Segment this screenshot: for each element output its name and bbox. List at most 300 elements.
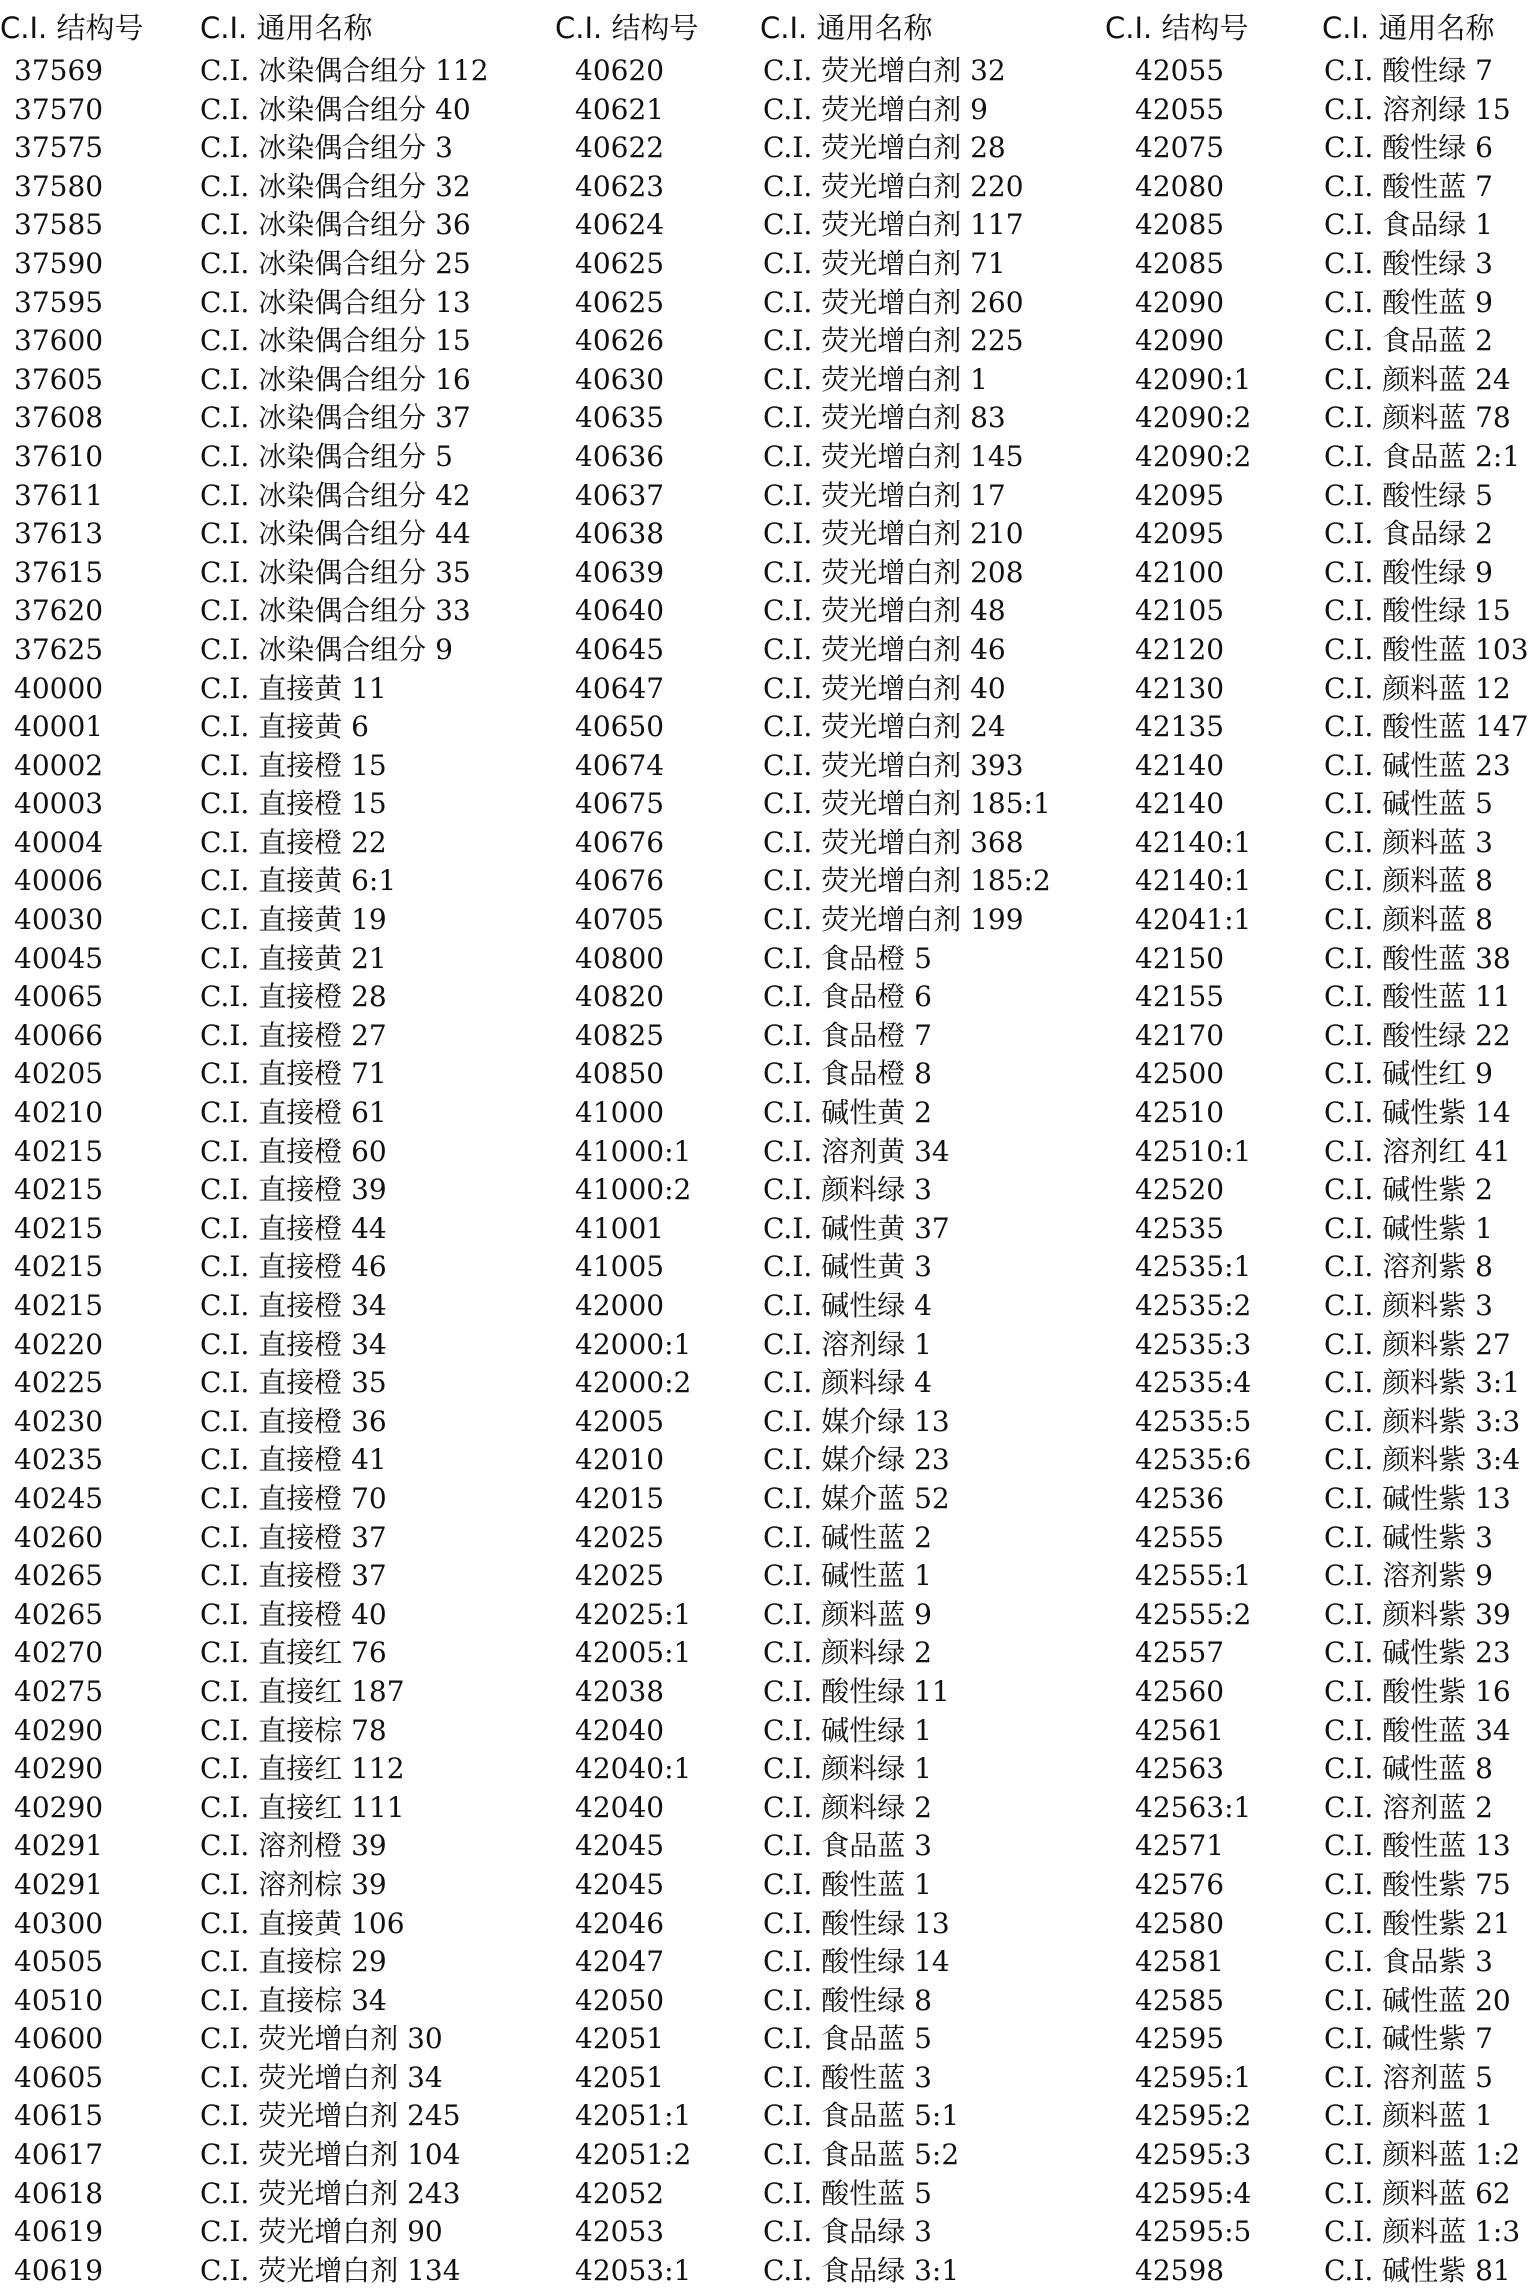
structure-number: 40505 — [14, 1945, 104, 1979]
table-row — [1103, 1866, 1529, 1905]
structure-number: 40000 — [14, 671, 104, 705]
generic-name: C.I. 食品蓝 5 — [763, 2022, 932, 2056]
structure-number: 40510 — [14, 1983, 104, 2017]
structure-number: 42581 — [1135, 1945, 1225, 1979]
structure-number: 37611 — [14, 478, 104, 512]
table-row — [0, 2136, 540, 2175]
structure-number: 40006 — [14, 864, 104, 898]
table-row — [1103, 2059, 1529, 2098]
structure-number: 42140:1 — [1135, 864, 1252, 898]
table-row — [1103, 477, 1529, 516]
generic-name: C.I. 碱性红 9 — [1324, 1057, 1493, 1091]
table-row — [0, 1441, 540, 1480]
table-row — [0, 631, 540, 670]
generic-name: C.I. 碱性绿 1 — [763, 1713, 932, 1747]
generic-name: C.I. 酸性绿 14 — [763, 1945, 950, 1979]
generic-name: C.I. 荧光增白剂 393 — [763, 748, 1024, 782]
generic-name: C.I. 荧光增白剂 48 — [763, 594, 1006, 628]
structure-number: 42080 — [1135, 169, 1225, 203]
generic-name: C.I. 食品蓝 3 — [763, 1829, 932, 1863]
structure-number: 42170 — [1135, 1018, 1225, 1052]
generic-name: C.I. 荧光增白剂 368 — [763, 825, 1024, 859]
structure-number: 42510 — [1135, 1096, 1225, 1130]
generic-name: C.I. 荧光增白剂 90 — [200, 2215, 443, 2249]
structure-number: 40215 — [14, 1173, 104, 1207]
generic-name: C.I. 冰染偶合组分 36 — [200, 208, 471, 242]
table-row — [1103, 1673, 1529, 1712]
table-row — [553, 245, 1110, 284]
structure-number: 40004 — [14, 825, 104, 859]
structure-number: 42105 — [1135, 594, 1225, 628]
table-row — [1103, 901, 1529, 940]
table-row — [553, 1094, 1110, 1133]
table-row — [1103, 631, 1529, 670]
generic-name: C.I. 荧光增白剂 117 — [763, 208, 1024, 242]
generic-name: C.I. 直接橙 70 — [200, 1481, 387, 1515]
generic-name: C.I. 碱性黄 37 — [763, 1211, 950, 1245]
table-row — [0, 1557, 540, 1596]
generic-name: C.I. 直接棕 78 — [200, 1713, 387, 1747]
structure-number: 42015 — [575, 1481, 665, 1515]
table-column-1 — [0, 0, 540, 2287]
structure-number: 42090:2 — [1135, 401, 1252, 435]
structure-number: 40600 — [14, 2022, 104, 2056]
generic-name: C.I. 酸性蓝 103 — [1324, 632, 1529, 666]
table-row — [553, 1248, 1110, 1287]
structure-number: 42051 — [575, 2060, 665, 2094]
table-row — [0, 1827, 540, 1866]
table-row — [1103, 515, 1529, 554]
table-row — [553, 1673, 1110, 1712]
table-row — [1103, 91, 1529, 130]
structure-number: 40800 — [575, 941, 665, 975]
table-row — [0, 1364, 540, 1403]
structure-number: 40638 — [575, 517, 665, 551]
generic-name: C.I. 酸性绿 8 — [763, 1983, 932, 2017]
table-row — [0, 1943, 540, 1982]
generic-name: C.I. 食品橙 7 — [763, 1018, 932, 1052]
structure-number: 42045 — [575, 1829, 665, 1863]
generic-name: C.I. 碱性蓝 1 — [763, 1559, 932, 1593]
table-row — [1103, 284, 1529, 323]
generic-name: C.I. 荧光增白剂 24 — [763, 710, 1006, 744]
generic-name: C.I. 冰染偶合组分 33 — [200, 594, 471, 628]
table-row — [0, 206, 540, 245]
generic-name: C.I. 冰染偶合组分 15 — [200, 324, 471, 358]
structure-number: 40617 — [14, 2138, 104, 2172]
generic-name: C.I. 食品橙 5 — [763, 941, 932, 975]
generic-name: C.I. 颜料绿 3 — [763, 1173, 932, 1207]
generic-name: C.I. 酸性绿 6 — [1324, 131, 1493, 165]
table-row — [1103, 1712, 1529, 1751]
generic-name: C.I. 酸性紫 21 — [1324, 1906, 1511, 1940]
table-row — [553, 322, 1110, 361]
table-row — [553, 940, 1110, 979]
table-row — [1103, 438, 1529, 477]
table-row — [553, 206, 1110, 245]
structure-number: 42095 — [1135, 478, 1225, 512]
table-row — [553, 2136, 1110, 2175]
generic-name: C.I. 酸性绿 5 — [1324, 478, 1493, 512]
column-header — [0, 6, 540, 50]
generic-name: C.I. 酸性绿 22 — [1324, 1018, 1511, 1052]
structure-number: 37585 — [14, 208, 104, 242]
generic-name: C.I. 颜料绿 1 — [763, 1752, 932, 1786]
generic-name: C.I. 直接棕 29 — [200, 1945, 387, 1979]
structure-number: 40675 — [575, 787, 665, 821]
structure-number: 40635 — [575, 401, 665, 435]
structure-number: 42595:3 — [1135, 2138, 1252, 2172]
structure-number: 40619 — [14, 2253, 104, 2287]
structure-number: 40235 — [14, 1443, 104, 1477]
structure-number: 42000:1 — [575, 1327, 692, 1361]
generic-name: C.I. 荧光增白剂 243 — [200, 2176, 461, 2210]
generic-name: C.I. 直接橙 71 — [200, 1057, 387, 1091]
table-row — [0, 1171, 540, 1210]
header-structure-number: C.I. 结构号 — [1105, 11, 1249, 45]
structure-number: 42150 — [1135, 941, 1225, 975]
table-row — [1103, 1519, 1529, 1558]
structure-number: 42571 — [1135, 1829, 1225, 1863]
generic-name: C.I. 碱性紫 14 — [1324, 1096, 1511, 1130]
generic-name: C.I. 酸性紫 75 — [1324, 1867, 1511, 1901]
structure-number: 42585 — [1135, 1983, 1225, 2017]
structure-number: 40065 — [14, 980, 104, 1014]
structure-number: 37580 — [14, 169, 104, 203]
generic-name: C.I. 溶剂橙 39 — [200, 1829, 387, 1863]
structure-number: 42051:2 — [575, 2138, 692, 2172]
generic-name: C.I. 直接橙 27 — [200, 1018, 387, 1052]
generic-name: C.I. 食品橙 6 — [763, 980, 932, 1014]
structure-number: 40260 — [14, 1520, 104, 1554]
structure-number: 40650 — [575, 710, 665, 744]
table-row — [1103, 1248, 1529, 1287]
structure-number: 40215 — [14, 1211, 104, 1245]
table-row — [1103, 2020, 1529, 2059]
table-rows — [1103, 52, 1529, 2290]
table-row — [1103, 862, 1529, 901]
generic-name: C.I. 直接红 111 — [200, 1790, 405, 1824]
table-row — [1103, 2136, 1529, 2175]
table-row — [0, 2252, 540, 2290]
generic-name: C.I. 直接橙 22 — [200, 825, 387, 859]
table-row — [553, 862, 1110, 901]
table-row — [0, 2097, 540, 2136]
structure-number: 42135 — [1135, 710, 1225, 744]
structure-number: 42155 — [1135, 980, 1225, 1014]
generic-name: C.I. 直接橙 37 — [200, 1559, 387, 1593]
structure-number: 42535:2 — [1135, 1289, 1252, 1322]
generic-name: C.I. 食品绿 1 — [1324, 208, 1493, 242]
structure-number: 40637 — [575, 478, 665, 512]
structure-number: 42535:5 — [1135, 1404, 1252, 1438]
structure-number: 42510:1 — [1135, 1134, 1252, 1168]
structure-number: 42090:1 — [1135, 362, 1252, 396]
table-row — [553, 2097, 1110, 2136]
table-row — [1103, 1326, 1529, 1365]
generic-name: C.I. 直接橙 39 — [200, 1173, 387, 1207]
table-row — [553, 1171, 1110, 1210]
generic-name: C.I. 食品绿 3:1 — [763, 2253, 960, 2287]
structure-number: 40820 — [575, 980, 665, 1014]
table-row — [0, 554, 540, 593]
table-row — [0, 592, 540, 631]
table-row — [553, 1789, 1110, 1828]
table-row — [1103, 1017, 1529, 1056]
table-row — [1103, 1557, 1529, 1596]
table-row — [1103, 1441, 1529, 1480]
generic-name: C.I. 直接黄 19 — [200, 903, 387, 937]
table-row — [553, 399, 1110, 438]
structure-number: 40215 — [14, 1134, 104, 1168]
generic-name: C.I. 颜料绿 2 — [763, 1636, 932, 1670]
structure-number: 42085 — [1135, 208, 1225, 242]
table-row — [1103, 1943, 1529, 1982]
structure-number: 40640 — [575, 594, 665, 628]
structure-number: 42050 — [575, 1983, 665, 2017]
generic-name: C.I. 酸性蓝 7 — [1324, 169, 1493, 203]
table-row — [553, 785, 1110, 824]
table-row — [1103, 592, 1529, 631]
generic-name: C.I. 溶剂紫 9 — [1324, 1559, 1493, 1593]
table-row — [1103, 361, 1529, 400]
generic-name: C.I. 荧光增白剂 1 — [763, 362, 988, 396]
generic-name: C.I. 颜料紫 3:1 — [1324, 1366, 1521, 1400]
structure-number: 40605 — [14, 2060, 104, 2094]
table-row — [0, 2175, 540, 2214]
structure-number: 40623 — [575, 169, 665, 203]
structure-number: 42555:2 — [1135, 1597, 1252, 1631]
generic-name: C.I. 直接红 112 — [200, 1752, 405, 1786]
generic-name: C.I. 食品蓝 2 — [1324, 324, 1493, 358]
table-row — [553, 1596, 1110, 1635]
structure-number: 42140 — [1135, 748, 1225, 782]
table-row — [1103, 978, 1529, 1017]
table-row — [0, 477, 540, 516]
structure-number: 42580 — [1135, 1906, 1225, 1940]
generic-name: C.I. 直接橙 15 — [200, 787, 387, 821]
table-row — [553, 91, 1110, 130]
structure-number: 40290 — [14, 1713, 104, 1747]
generic-name: C.I. 直接黄 6:1 — [200, 864, 397, 898]
table-row — [553, 1866, 1110, 1905]
table-row — [1103, 940, 1529, 979]
generic-name: C.I. 直接黄 106 — [200, 1906, 405, 1940]
table-row — [553, 2252, 1110, 2290]
structure-number: 40270 — [14, 1636, 104, 1670]
table-row — [0, 438, 540, 477]
table-row — [553, 1210, 1110, 1249]
generic-name: C.I. 荧光增白剂 134 — [200, 2253, 461, 2287]
generic-name: C.I. 荧光增白剂 210 — [763, 517, 1024, 551]
structure-number: 40674 — [575, 748, 665, 782]
table-row — [553, 1364, 1110, 1403]
structure-number: 42140:1 — [1135, 825, 1252, 859]
table-row — [0, 785, 540, 824]
column-header — [1103, 6, 1529, 50]
generic-name: C.I. 冰染偶合组分 3 — [200, 131, 453, 165]
table-row — [553, 592, 1110, 631]
table-row — [553, 978, 1110, 1017]
generic-name: C.I. 直接黄 11 — [200, 671, 387, 705]
generic-name: C.I. 直接橙 35 — [200, 1366, 387, 1400]
structure-number: 42025 — [575, 1559, 665, 1593]
table-row — [0, 361, 540, 400]
generic-name: C.I. 颜料紫 3:3 — [1324, 1404, 1521, 1438]
table-row — [553, 2059, 1110, 2098]
structure-number: 42595 — [1135, 2022, 1225, 2056]
structure-number: 40825 — [575, 1018, 665, 1052]
generic-name: C.I. 碱性绿 4 — [763, 1289, 932, 1322]
structure-number: 42555 — [1135, 1520, 1225, 1554]
generic-name: C.I. 溶剂红 41 — [1324, 1134, 1511, 1168]
structure-number: 40245 — [14, 1481, 104, 1515]
generic-name: C.I. 食品绿 2 — [1324, 517, 1493, 551]
generic-name: C.I. 荧光增白剂 145 — [763, 439, 1024, 473]
generic-name: C.I. 食品蓝 2:1 — [1324, 439, 1521, 473]
generic-name: C.I. 溶剂绿 1 — [763, 1327, 932, 1361]
header-structure-number: C.I. 结构号 — [0, 11, 144, 45]
generic-name: C.I. 荧光增白剂 260 — [763, 285, 1024, 319]
structure-number: 37613 — [14, 517, 104, 551]
table-row — [1103, 2213, 1529, 2252]
generic-name: C.I. 酸性蓝 34 — [1324, 1713, 1511, 1747]
generic-name: C.I. 冰染偶合组分 42 — [200, 478, 471, 512]
table-row — [0, 1210, 540, 1249]
structure-number: 42010 — [575, 1443, 665, 1477]
table-row — [553, 1326, 1110, 1365]
structure-number: 42140 — [1135, 787, 1225, 821]
generic-name: C.I. 直接黄 6 — [200, 710, 369, 744]
generic-name: C.I. 酸性蓝 1 — [763, 1867, 932, 1901]
structure-number: 42535:4 — [1135, 1366, 1252, 1400]
structure-number: 41000 — [575, 1096, 665, 1130]
structure-number: 40705 — [575, 903, 665, 937]
structure-number: 40630 — [575, 362, 665, 396]
generic-name: C.I. 酸性绿 9 — [1324, 555, 1493, 589]
generic-name: C.I. 直接橙 37 — [200, 1520, 387, 1554]
table-row — [1103, 2097, 1529, 2136]
generic-name: C.I. 颜料绿 2 — [763, 1790, 932, 1824]
table-row — [1103, 322, 1529, 361]
header-generic-name: C.I. 通用名称 — [760, 11, 933, 45]
structure-number: 40615 — [14, 2099, 104, 2133]
structure-number: 37570 — [14, 92, 104, 126]
generic-name: C.I. 冰染偶合组分 44 — [200, 517, 471, 551]
table-row — [1103, 785, 1529, 824]
generic-name: C.I. 荧光增白剂 71 — [763, 246, 1006, 280]
header-generic-name: C.I. 通用名称 — [200, 11, 373, 45]
table-row — [0, 2213, 540, 2252]
structure-number: 40645 — [575, 632, 665, 666]
generic-name: C.I. 直接橙 41 — [200, 1443, 387, 1477]
header-structure-number: C.I. 结构号 — [555, 11, 699, 45]
generic-name: C.I. 酸性蓝 38 — [1324, 941, 1511, 975]
generic-name: C.I. 直接红 187 — [200, 1674, 405, 1708]
structure-number: 42561 — [1135, 1713, 1225, 1747]
generic-name: C.I. 荧光增白剂 40 — [763, 671, 1006, 705]
table-row — [553, 1827, 1110, 1866]
generic-name: C.I. 食品蓝 5:1 — [763, 2099, 960, 2133]
table-row — [0, 245, 540, 284]
structure-number: 42557 — [1135, 1636, 1225, 1670]
table-row — [0, 747, 540, 786]
structure-number: 42090:2 — [1135, 439, 1252, 473]
structure-number: 40676 — [575, 825, 665, 859]
table-row — [1103, 747, 1529, 786]
generic-name: C.I. 媒介蓝 52 — [763, 1481, 950, 1515]
generic-name: C.I. 荧光增白剂 225 — [763, 324, 1024, 358]
generic-name: C.I. 媒介绿 13 — [763, 1404, 950, 1438]
structure-number: 42520 — [1135, 1173, 1225, 1207]
table-row — [553, 129, 1110, 168]
generic-name: C.I. 冰染偶合组分 112 — [200, 54, 489, 87]
structure-number: 37595 — [14, 285, 104, 319]
generic-name: C.I. 荧光增白剂 104 — [200, 2138, 461, 2172]
structure-number: 40215 — [14, 1250, 104, 1284]
structure-number: 42045 — [575, 1867, 665, 1901]
structure-number: 42046 — [575, 1906, 665, 1940]
generic-name: C.I. 荧光增白剂 199 — [763, 903, 1024, 937]
structure-number: 40291 — [14, 1867, 104, 1901]
generic-name: C.I. 直接橙 40 — [200, 1597, 387, 1631]
table-row — [1103, 1905, 1529, 1944]
generic-name: C.I. 颜料蓝 1:3 — [1324, 2215, 1521, 2249]
structure-number: 37605 — [14, 362, 104, 396]
generic-name: C.I. 荧光增白剂 46 — [763, 632, 1006, 666]
structure-number: 41001 — [575, 1211, 665, 1245]
structure-number: 37608 — [14, 401, 104, 435]
structure-number: 42000 — [575, 1289, 665, 1322]
table-row — [0, 1673, 540, 1712]
table-column-3 — [1103, 0, 1529, 2287]
generic-name: C.I. 颜料蓝 12 — [1324, 671, 1511, 705]
table-row — [553, 1133, 1110, 1172]
table-row — [553, 515, 1110, 554]
structure-number: 40676 — [575, 864, 665, 898]
structure-number: 40619 — [14, 2215, 104, 2249]
generic-name: C.I. 荧光增白剂 245 — [200, 2099, 461, 2133]
header-generic-name: C.I. 通用名称 — [1322, 11, 1495, 45]
table-row — [553, 1750, 1110, 1789]
table-row — [1103, 1055, 1529, 1094]
structure-number: 42100 — [1135, 555, 1225, 589]
structure-number: 40275 — [14, 1674, 104, 1708]
structure-number: 37625 — [14, 632, 104, 666]
structure-number: 42560 — [1135, 1674, 1225, 1708]
generic-name: C.I. 溶剂蓝 2 — [1324, 1790, 1493, 1824]
table-row — [553, 2175, 1110, 2214]
structure-number: 42598 — [1135, 2253, 1225, 2287]
table-row — [0, 1712, 540, 1751]
structure-number: 40001 — [14, 710, 104, 744]
structure-number: 40265 — [14, 1559, 104, 1593]
generic-name: C.I. 颜料紫 39 — [1324, 1597, 1511, 1631]
table-row — [0, 862, 540, 901]
generic-name: C.I. 直接橙 34 — [200, 1327, 387, 1361]
table-row — [0, 1596, 540, 1635]
table-row — [1103, 2175, 1529, 2214]
structure-number: 42041:1 — [1135, 903, 1252, 937]
generic-name: C.I. 溶剂棕 39 — [200, 1867, 387, 1901]
structure-number: 42005 — [575, 1404, 665, 1438]
table-row — [553, 1634, 1110, 1673]
table-row — [1103, 1094, 1529, 1133]
generic-name: C.I. 直接橙 44 — [200, 1211, 387, 1245]
structure-number: 40066 — [14, 1018, 104, 1052]
generic-name: C.I. 碱性蓝 8 — [1324, 1752, 1493, 1786]
table-row — [1103, 1789, 1529, 1828]
